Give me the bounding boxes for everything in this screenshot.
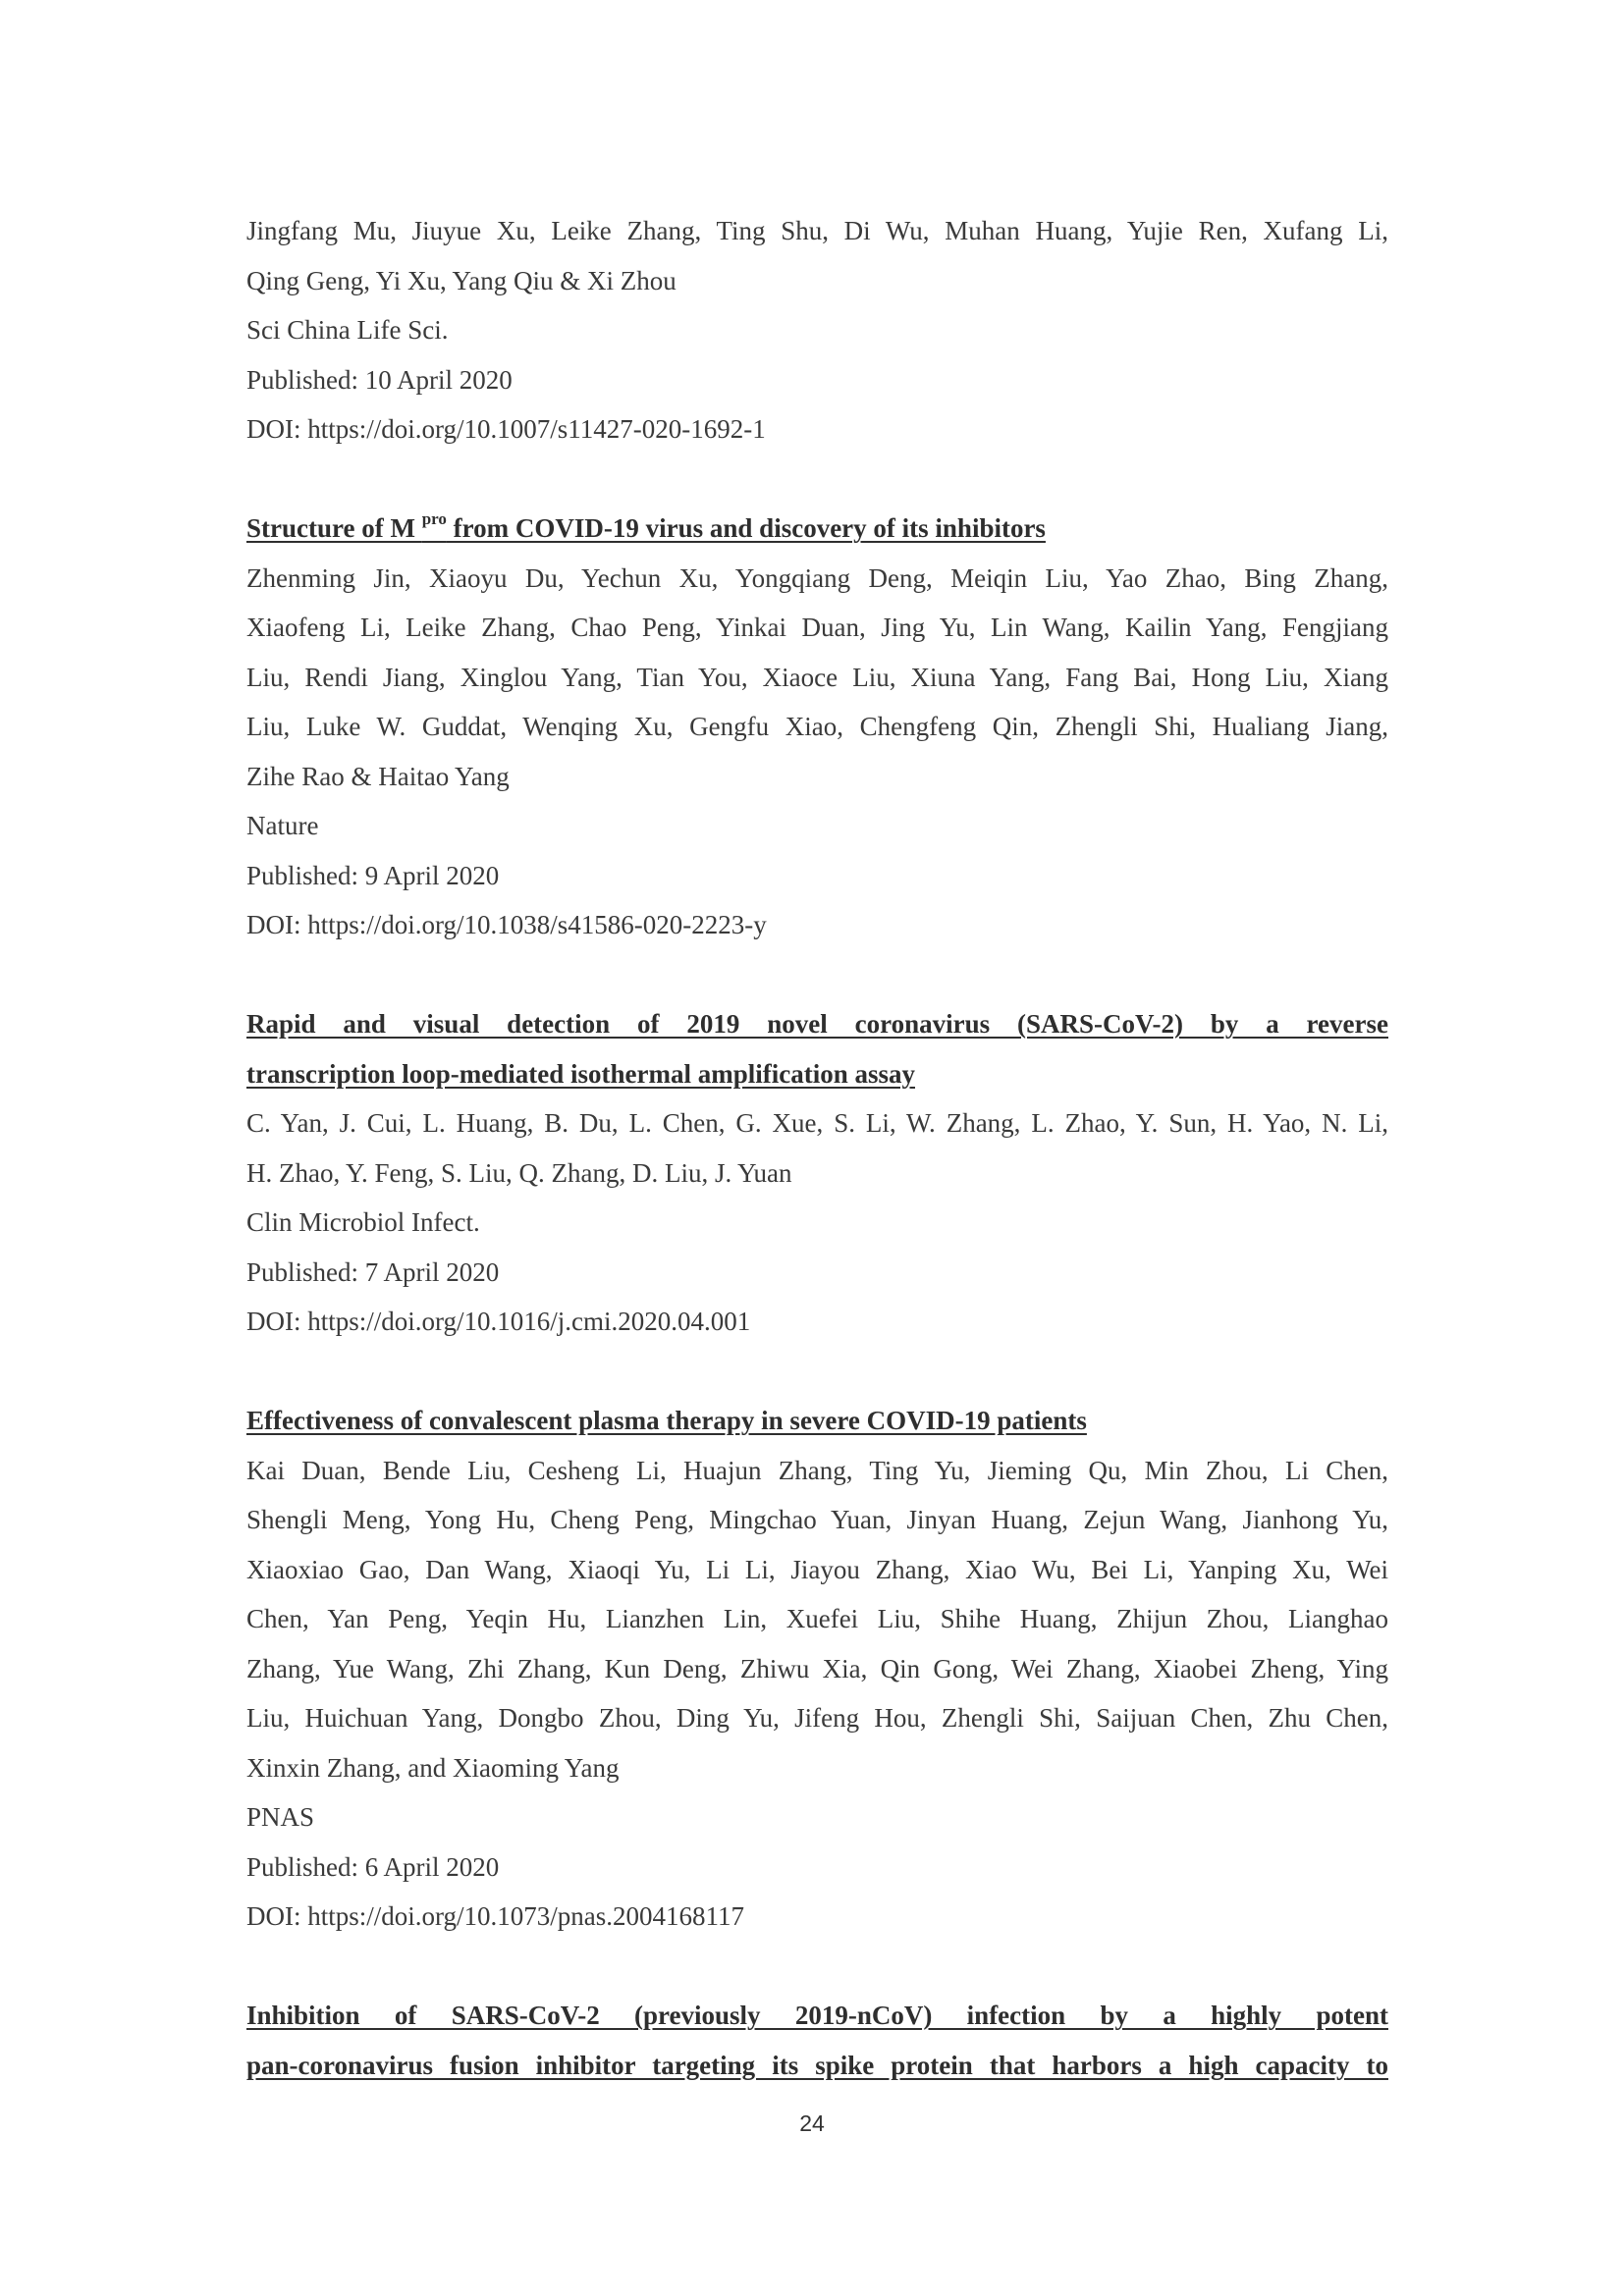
author-line: Chen, Yan Peng, Yeqin Hu, Lianzhen Lin, Xuefei Liu, Shihe Huang, Zhijun Zhou, Lianghao xyxy=(246,1604,1388,1633)
doi-link[interactable]: DOI: https://doi.org/10.1073/pnas.2004168117 xyxy=(246,1901,745,1931)
author-line: Zihe Rao & Haitao Yang xyxy=(246,761,510,791)
author-line: Zhang, Yue Wang, Zhi Zhang, Kun Deng, Zhiwu Xia, Qin Gong, Wei Zhang, Xiaobei Zheng, Ying xyxy=(246,1653,1388,1683)
author-line: Xiaofeng Li, Leike Zhang, Chao Peng, Yinkai Duan, Jing Yu, Lin Wang, Kailin Yang, Fengjiang xyxy=(246,613,1388,642)
doi-link[interactable]: DOI: https://doi.org/10.1007/s11427-020-1692-1 xyxy=(246,414,766,444)
title-superscript: pro xyxy=(421,509,447,528)
journal-name: Nature xyxy=(246,811,319,840)
author-line: Jingfang Mu, Jiuyue Xu, Leike Zhang, Ting Shu, Di Wu, Muhan Huang, Yujie Ren, Xufang Li, xyxy=(246,216,1388,245)
author-line: Liu, Huichuan Yang, Dongbo Zhou, Ding Yu, Jifeng Hou, Zhengli Shi, Saijuan Chen, Zhu Chen, xyxy=(246,1703,1388,1733)
author-line: Zhenming Jin, Xiaoyu Du, Yechun Xu, Yongqiang Deng, Meiqin Liu, Yao Zhao, Bing Zhang, xyxy=(246,562,1388,593)
author-line: Kai Duan, Bende Liu, Cesheng Li, Huajun Zhang, Ting Yu, Jieming Qu, Min Zhou, Li Chen, xyxy=(246,1455,1388,1485)
author-line: Xinxin Zhang, and Xiaoming Yang xyxy=(246,1752,620,1783)
author-line: H. Zhao, Y. Feng, S. Liu, Q. Zhang, D. Liu, J. Yuan xyxy=(246,1157,792,1188)
published-date: Published: 6 April 2020 xyxy=(246,1851,500,1882)
title-text: Structure of M xyxy=(246,513,422,543)
entry-gap xyxy=(246,950,1388,1000)
reference-entry-continued xyxy=(246,206,1388,454)
author-line: Liu, Luke W. Guddat, Wenqing Xu, Gengfu Xiao, Chengfeng Qin, Zhengli Shi, Hualiang Jiang, xyxy=(246,712,1388,741)
published-date: Published: 9 April 2020 xyxy=(246,860,500,890)
article-title[interactable] xyxy=(246,504,1388,554)
author-line: Qing Geng, Yi Xu, Yang Qiu & Xi Zhou xyxy=(246,265,677,295)
article-title[interactable]: transcription loop-mediated isothermal amplification assay xyxy=(246,1058,915,1089)
author-line: Shengli Meng, Yong Hu, Cheng Peng, Mingchao Yuan, Jinyan Huang, Zejun Wang, Jianhong Yu, xyxy=(246,1505,1388,1534)
entry-gap xyxy=(246,1347,1388,1397)
entry-gap xyxy=(246,1942,1388,1992)
title-text: from COVID-19 virus and discovery of its inhibitors xyxy=(446,513,1046,543)
published-date: Published: 10 April 2020 xyxy=(246,364,513,395)
journal-name: Clin Microbiol Infect. xyxy=(246,1207,480,1237)
reference-list xyxy=(246,206,1388,2090)
reference-entry-mpro xyxy=(246,504,1388,950)
journal-name: Sci China Life Sci. xyxy=(246,315,449,345)
author-line: C. Yan, J. Cui, L. Huang, B. Du, L. Chen, G. Xue, S. Li, W. Zhang, L. Zhao, Y. Sun, H. Yao, N. Li, xyxy=(246,1108,1388,1138)
doi-link[interactable]: DOI: https://doi.org/10.1016/j.cmi.2020.04.001 xyxy=(246,1307,751,1336)
article-title[interactable]: Effectiveness of convalescent plasma therapy in severe COVID-19 patients xyxy=(246,1406,1087,1435)
journal-name: PNAS xyxy=(246,1802,315,1832)
reference-entry-rt-lamp xyxy=(246,999,1388,1347)
entry-gap xyxy=(246,454,1388,505)
article-title[interactable]: pan-coronavirus fusion inhibitor targeting its spike protein that harbors a high capacity to xyxy=(246,2050,1388,2080)
page-number: 24 xyxy=(799,2110,825,2136)
published-date: Published: 7 April 2020 xyxy=(246,1256,500,1287)
author-line: Liu, Rendi Jiang, Xinglou Yang, Tian You, Xiaoce Liu, Xiuna Yang, Fang Bai, Hong Liu, Xiang xyxy=(246,662,1388,692)
article-title[interactable]: Rapid and visual detection of 2019 novel coronavirus (SARS-CoV-2) by a reverse xyxy=(246,1009,1388,1039)
reference-entry-plasma xyxy=(246,1396,1388,1942)
reference-entry-inhibition xyxy=(246,1991,1388,2090)
doi-link[interactable]: DOI: https://doi.org/10.1038/s41586-020-2223-y xyxy=(246,910,767,939)
article-title[interactable]: Inhibition of SARS-CoV-2 (previously 2019-nCoV) infection by a highly potent xyxy=(246,2001,1388,2030)
author-line: Xiaoxiao Gao, Dan Wang, Xiaoqi Yu, Li Li, Jiayou Zhang, Xiao Wu, Bei Li, Yanping Xu, Wei xyxy=(246,1554,1388,1584)
